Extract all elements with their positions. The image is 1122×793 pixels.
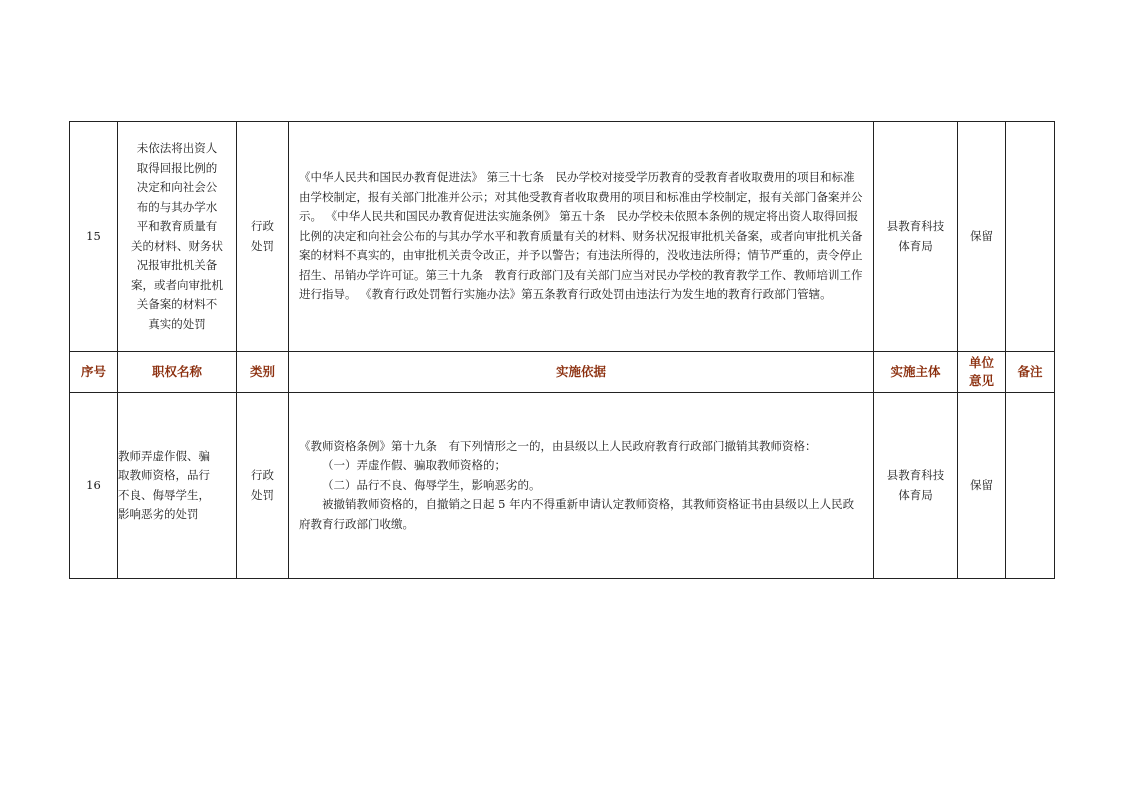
unit-opinion-cell	[958, 393, 1006, 579]
category-cell	[237, 393, 289, 579]
header-unit-opinion: 单位 意见	[968, 355, 994, 388]
row-number-cell	[70, 393, 118, 579]
table-row	[70, 122, 1055, 352]
unit-opinion-cell	[958, 122, 1006, 352]
legal-basis-cell	[289, 393, 874, 579]
legal-basis-item: （一）弄虚作假、骗取教师资格的；	[322, 458, 506, 473]
implementing-body-cell	[874, 122, 958, 352]
header-power-name: 职权名称	[118, 352, 237, 393]
header-category: 类别	[237, 352, 289, 393]
category: 行政 处罚	[251, 468, 274, 502]
power-name-cell	[118, 393, 237, 579]
unit-opinion: 保留	[970, 477, 993, 492]
unit-opinion: 保留	[970, 228, 993, 243]
power-name: 未依法将出资人 取得回报比例的 决定和向社会公 布的与其办学水 平和教育质量有 关的材料、财务状 况报审批机关备 案，或者向审批机 关备案的材料不 真实的处罚	[131, 141, 223, 331]
legal-basis-text: 被撤销教师资格的，自撤销之日起 5 年内不得重新申请认定教师资格，其教师资格证书由县级以上人民政府教育行政部门收缴。	[299, 497, 855, 531]
header-legal-basis: 实施依据	[289, 352, 874, 393]
legal-basis-text: 《教师资格条例》第十九条 有下列情形之一的，由县级以上人民政府教育行政部门撤销其教师资格：	[299, 438, 817, 453]
header-remark: 备注	[1006, 352, 1055, 393]
legal-basis-text: 《中华人民共和国民办教育促进法》 第三十七条 民办学校对接受学历教育的受教育者收取费用的项目和标准由学校制定，报有关部门批准并公示；对其他受教育者收取费用的项目和标准由学校制定，报有关部门备案并公示。 《中华人民共和国民办教育促进法实施条例》 第五十条 民办学校未依照本条例的规定将出资人取得回报比例的决定和向社会公布的与其办学水平和教育质量有关的材料、财务状况报审批机关备案，或者向审批机关备案的材料不真实的，由审批机关责令改正，并予以警告；有违法所得的，没收违法所得；情节严重的，责令停止招生、吊销办学许可证。第三十九条 教育行政部门及有关部门应当对民办学校的教育教学工作、教师培训工作进行指导。 《教育行政处罚暂行实施办法》第五条教育行政处罚由违法行为发生地的教育行政部门管辖。	[299, 170, 863, 302]
row-number: 16	[86, 477, 101, 492]
header-number: 序号	[70, 352, 118, 393]
row-number-cell	[70, 122, 118, 352]
remark-cell	[1006, 393, 1055, 579]
header-implementing-body: 实施主体	[874, 352, 958, 393]
table-row	[70, 393, 1055, 579]
legal-basis-cell	[289, 122, 874, 352]
row-number: 15	[86, 228, 101, 243]
category: 行政 处罚	[251, 219, 274, 253]
header-unit-opinion-cell	[958, 352, 1006, 393]
implementing-body: 县教育科技 体育局	[886, 468, 945, 502]
category-cell	[237, 122, 289, 352]
legal-basis-item: （二）品行不良、侮辱学生，影响恶劣的。	[322, 477, 541, 492]
implementing-body: 县教育科技 体育局	[886, 219, 945, 253]
power-name-cell	[118, 122, 237, 352]
administrative-powers-table	[69, 121, 1055, 579]
table-header-row	[70, 352, 1055, 393]
power-name: 教师弄虚作假、骗 取教师资格，品行 不良、侮辱学生， 影响恶劣的处罚	[118, 448, 210, 521]
remark-cell	[1006, 122, 1055, 352]
implementing-body-cell	[874, 393, 958, 579]
